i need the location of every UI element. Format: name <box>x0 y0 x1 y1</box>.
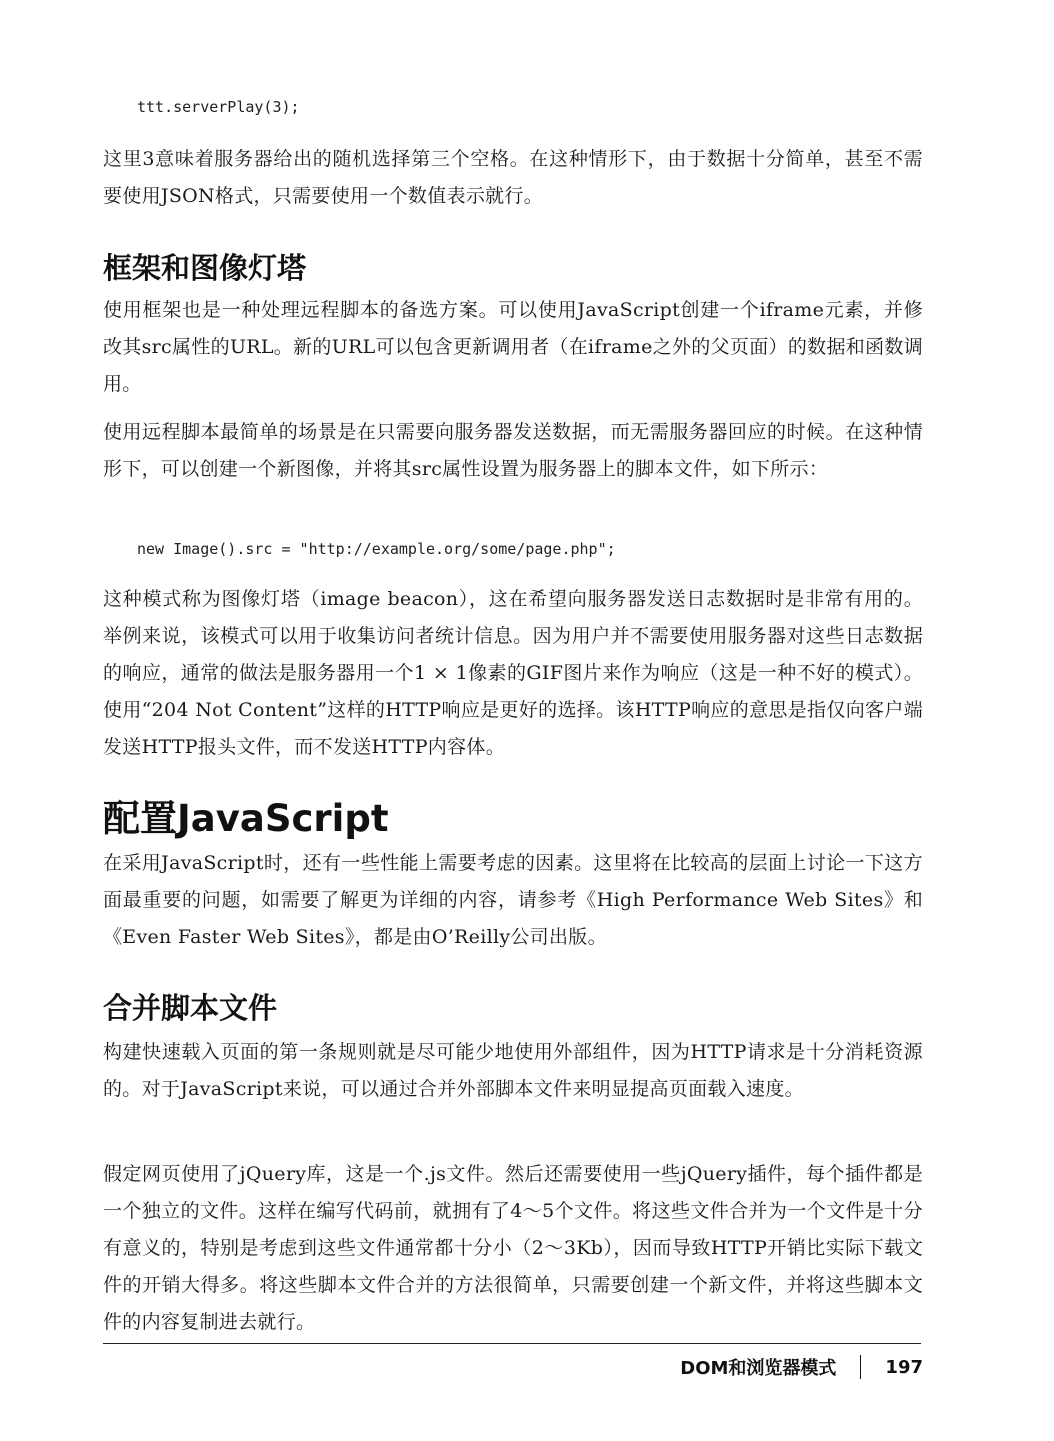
heading-combining-scripts: 合并脚本文件 <box>103 991 278 1025</box>
paragraph-deploying-javascript: 在采用JavaScript时，还有一些性能上需要考虑的因素。这里将在比较高的层面上讨论一下这方面最重要的问题，如需要了解更为详细的内容，请参考《High Performance Web Sites》和《Even Faster Web Sites》，都是由O’Reilly公司出版。 <box>103 852 923 948</box>
paragraph-frames: 使用框架也是一种处理远程脚本的备选方案。可以使用JavaScript创建一个iframe元素，并修改其src属性的URL。新的URL可以包含更新调用者（在iframe之外的父页面）的数据和函数调用。 <box>103 299 923 395</box>
footer-chapter-title: DOM和浏览器模式 <box>680 1358 837 1379</box>
paragraph-combining-scripts: 构建快速载入页面的第一条规则就是尽可能少地使用外部组件，因为HTTP请求是十分消耗资源的。对于JavaScript来说，可以通过合并外部脚本文件来明显提高页面载入速度。 <box>103 1041 923 1100</box>
heading-deploying-javascript: 配置JavaScript <box>103 797 389 840</box>
footer-page-number: 197 <box>885 1356 923 1378</box>
footer-separator <box>860 1355 861 1379</box>
paragraph-remote-script: 使用远程脚本最简单的场景是在只需要向服务器发送数据，而无需服务器回应的时候。在这种情形下，可以创建一个新图像，并将其src属性设置为服务器上的脚本文件，如下所示： <box>103 421 923 480</box>
heading-frames-and-beacons: 框架和图像灯塔 <box>103 251 307 285</box>
footer-rule <box>103 1343 921 1344</box>
paragraph-server-play-explanation: 这里3意味着服务器给出的随机选择第三个空格。在这种情形下，由于数据十分简单，甚至不需要使用JSON格式，只需要使用一个数值表示就行。 <box>103 148 923 207</box>
paragraph-jquery-example: 假定网页使用了jQuery库，这是一个.js文件。然后还需要使用一些jQuery插件，每个插件都是一个独立的文件。这样在编写代码前，就拥有了4～5个文件。将这些文件合并为一个文件是十分有意义的，特别是考虑到这些文件通常都十分小（2～3Kb），因而导致HTTP开销比实际下载文件的开销大得多。将这些脚本文件合并的方法很简单，只需要创建一个新文件，并将这些脚本文件的内容复制进去就行。 <box>103 1163 923 1333</box>
page-footer <box>680 1354 923 1380</box>
code-image-src: new Image().src = "http://example.org/some/page.php"; <box>137 540 616 558</box>
paragraph-image-beacon: 这种模式称为图像灯塔（image beacon），这在希望向服务器发送日志数据时是非常有用的。举例来说，该模式可以用于收集访问者统计信息。因为用户并不需要使用服务器对这些日志数据的响应，通常的做法是服务器用一个1 × 1像素的GIF图片来作为响应（这是一种不好的模式）。使用“204 Not Content”这样的HTTP响应是更好的选择。该HTTP响应的意思是指仅向客户端发送HTTP报头文件，而不发送HTTP内容体。 <box>103 588 923 758</box>
code-server-play: ttt.serverPlay(3); <box>137 98 300 116</box>
